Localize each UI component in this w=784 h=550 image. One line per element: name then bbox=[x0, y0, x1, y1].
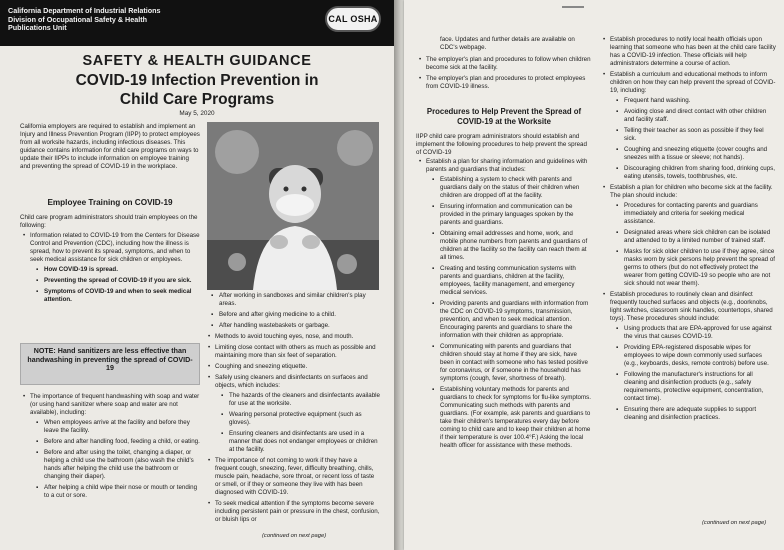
list-subitem: ▪ Preventing the spread of COVID-19 if you are sick. bbox=[44, 277, 200, 285]
list-item bbox=[215, 374, 380, 454]
list-subitem: ▪ Ensuring information and communication can be provided in the primary languages spoken by the parents and guardians. bbox=[440, 203, 592, 227]
list-subitem: ▪ Using products that are EPA-approved for use against the virus that causes COVID-19. bbox=[624, 325, 776, 341]
list-subitem: ▪ How COVID-19 is spread. bbox=[44, 266, 200, 274]
list-subitem: ▪ Discouraging children from sharing food, drinking cups, eating utensils, towels, toothbrushes, etc. bbox=[624, 165, 776, 181]
list-item-text: Information related to COVID-19 from the Centers for Disease Control and Prevention (CDC), including how the illness is spread, how to prevent its spread, symptoms, and when to seek medical assistance for sick children or employees. bbox=[30, 232, 200, 263]
list-item-text: Establish procedures to routinely clean and disinfect frequently touched surfaces and objects (e.g., doorknobs, light switches, classroom sink handles, countertops, shared toys). These procedures should include: bbox=[610, 291, 773, 322]
list-item-text: Establish a plan for sharing information and guidelines with parents and guardians that includes: bbox=[426, 158, 588, 173]
list-item: • Limiting close contact with others as much as possible and maintaining more than six feet of separation. bbox=[215, 344, 380, 360]
list-item: • Coughing and sneezing etiquette. bbox=[215, 363, 380, 371]
page-mark bbox=[562, 6, 584, 8]
list-item bbox=[30, 232, 200, 304]
list-item-text: Safely using cleaners and disinfectants on surfaces and objects, which includes: bbox=[215, 374, 368, 389]
document-title: COVID-19 Infection Prevention in bbox=[75, 72, 319, 89]
list-subitem: ▪ Procedures for contacting parents and guardians immediately and criteria for seeking medical assistance. bbox=[624, 202, 776, 226]
list-subitem: ▪ After working in sandboxes and similar children's play areas. bbox=[219, 292, 380, 308]
document-title-line2: Child Care Programs bbox=[119, 91, 275, 108]
list-subitem: ▪ Avoiding close and direct contact with other children and facility staff. bbox=[624, 108, 776, 124]
list-subitem: ▪ Before and after using the toilet, changing a diaper, or helping a child use the bathroom (also wash the child's hands after helping the child use the bathroom or changing their diaper). bbox=[44, 449, 200, 481]
list-item: • The employer's plan and procedures to protect employees from COVID-19 illness. bbox=[426, 75, 592, 91]
training-list bbox=[20, 232, 200, 307]
list-subitem: ▪ Ensuring there are adequate supplies to support cleaning and disinfection practices. bbox=[624, 406, 776, 422]
list-subitem: ▪ Communicating with parents and guardians that children should stay at home if they are sick, have been in contact with someone who has tested positive for coronavirus, or if someone in the household has symptoms (cough, fever, shortness of breath). bbox=[440, 343, 592, 383]
procedures-lead: IIPP child care program administrators should establish and implement the following procedures to help prevent the spread of COVID-19 bbox=[416, 133, 587, 156]
procedures-list-right bbox=[600, 36, 776, 425]
book-gutter bbox=[394, 0, 404, 550]
list-item: • The employer's plan and procedures to follow when children become sick at the facility. bbox=[426, 56, 592, 72]
child-with-mask-illustration bbox=[207, 122, 379, 290]
list-item-text: Establish a curriculum and educational methods to inform children on how they can help prevent the spread of COVID-19, including: bbox=[610, 71, 776, 94]
list-subitem: ▪ Telling their teacher as soon as possible if they feel sick. bbox=[624, 127, 776, 143]
agency-name bbox=[8, 7, 161, 33]
list-subitem: ▪ Wearing personal protective equipment (such as gloves). bbox=[229, 411, 380, 427]
parent-plan-list bbox=[416, 158, 592, 453]
list-item bbox=[30, 393, 200, 500]
section-heading-procedures: Procedures to Help Prevent the Spread of COVID-19 at the Worksite bbox=[426, 107, 582, 126]
document-kicker: SAFETY & HEALTH GUIDANCE bbox=[82, 53, 312, 69]
carried-text: face. Updates and further details are available on CDC's webpage. bbox=[440, 36, 575, 51]
list-subitem: ▪ Designated areas where sick children can be isolated and attended to by a limited number of trained staff. bbox=[624, 229, 776, 245]
list-subitem: ▪ Providing EPA-registered disposable wipes for employees to wipe down commonly used surfaces (e.g., keyboards, desks, remote controls) before use. bbox=[624, 344, 776, 368]
agency-line: California Department of Industrial Relations bbox=[8, 6, 161, 15]
document-date: May 5, 2020 bbox=[179, 110, 215, 117]
list-subitem: ▪ Frequent hand washing. bbox=[624, 97, 776, 105]
list-subitem: ▪ Symptoms of COVID-19 and when to seek medical attention. bbox=[44, 288, 200, 304]
cal-osha-logo: CAL OSHA bbox=[325, 6, 381, 32]
list-subitem: ▪ The hazards of the cleaners and disinfectants available for use at the worksite. bbox=[229, 392, 380, 408]
list-subitem: ▪ After handling wastebaskets or garbage. bbox=[219, 322, 380, 330]
handwashing-list bbox=[20, 393, 200, 503]
list-item bbox=[610, 184, 776, 288]
list-subitem: ▪ Coughing and sneezing etiquette (cover coughs and sneezes with a tissue or sleeve; not hands). bbox=[624, 146, 776, 162]
list-item bbox=[426, 158, 592, 450]
list-item: • To seek medical attention if the symptoms become severe including persistent pain or pressure in the chest, confusion, or bluish lips or bbox=[215, 500, 380, 524]
list-subitem: ▪ Before and after handling food, feeding a child, or eating. bbox=[44, 438, 200, 446]
list-item bbox=[610, 71, 776, 181]
list-item: • The importance of not coming to work if they have a frequent cough, sneezing, fever, difficulty breathing, chills, muscle pain, headache, sore throat, or recent loss of taste or smell, or if they or someone they live with has been diagnosed with COVID-19. bbox=[215, 457, 380, 497]
list-subitem: ▪ Masks for sick older children to use if they agree, since masks worn by sick persons help prevent the spread of germs to others (but do not effectively protect the wearer from getting COVID-19 so people who are not sick should not wear them). bbox=[624, 248, 776, 288]
list-subitem: ▪ When employees arrive at the facility and before they leave the facility. bbox=[44, 419, 200, 435]
list-subitem: ▪ Following the manufacturer's instructions for all cleaning and disinfection products (e.g., safety requirements, protective equipment, concentration, contact time). bbox=[624, 371, 776, 403]
list-item: • Establish procedures to notify local health officials upon learning that someone who has been at the child care facility has a COVID-19 infection. These officials will help administrators determine a course of action. bbox=[610, 36, 776, 68]
list-subitem: ▪ Ensuring cleaners and disinfectants are used in a manner that does not endanger employees or children at the facility. bbox=[229, 430, 380, 454]
list-subitem: ▪ Obtaining email addresses and home, work, and mobile phone numbers from parents and guardians of children at the facility so the facility can reach them at all times. bbox=[440, 230, 592, 262]
list-item: • Methods to avoid touching eyes, nose, and mouth. bbox=[215, 333, 380, 341]
list-subitem: ▪ Creating and testing communication systems with parents and guardians, children at the facility, employees, facility management, and emergency medical services. bbox=[440, 265, 592, 297]
agency-header-bar bbox=[0, 0, 394, 46]
list-subitem: ▪ Providing parents and guardians with information from the CDC on COVID-19 symptoms, transmission, prevention, and when to seek medical attention. Encouraging parents and guardians to share the information with their children as appropriate. bbox=[440, 300, 592, 340]
hand-sanitizer-note: NOTE: Hand sanitizers are less effective than handwashing in preventing the spread of COVID-19 bbox=[20, 343, 200, 385]
continued-note: (continued on next page) bbox=[702, 520, 767, 526]
section-heading-training: Employee Training on COVID-19 bbox=[47, 198, 173, 207]
list-item bbox=[610, 291, 776, 422]
training-lead: Child care program administrators should train employees on the following: bbox=[20, 214, 198, 229]
list-subitem: ▪ After helping a child wipe their nose or mouth or tending to a cut or sore. bbox=[44, 484, 200, 500]
list-subitem: ▪ Establishing voluntary methods for parents and guardians to check for symptoms for flu-like symptoms. Communicating such methods with parents and guardians. (For example, ask parents and guardians to take their children's temperatures every day before coming to child care and to keep their children at home if their temperature is over 100.4°F.) Asking the local health officer for assistance with these methods. bbox=[440, 386, 592, 450]
agency-line: Publications Unit bbox=[8, 23, 67, 33]
training-list-end bbox=[416, 36, 592, 94]
training-list-continued bbox=[205, 292, 380, 527]
list-item-text: The importance of frequent handwashing with soap and water (or using hand sanitizer where soap and water are not available), including: bbox=[30, 393, 200, 416]
child-care-photo bbox=[207, 122, 379, 290]
agency-line: Division of Occupational Safety & Health bbox=[8, 14, 147, 24]
page-right bbox=[404, 0, 784, 550]
list-subitem: ▪ Establishing a system to check with parents and guardians daily on the status of their children when children are dropped off at the facility. bbox=[440, 176, 592, 200]
list-item-text: Establish a plan for children who become sick at the facility. The plan should include: bbox=[610, 184, 773, 199]
continued-note: (continued on next page) bbox=[262, 533, 327, 539]
list-subitem: ▪ Before and after giving medicine to a child. bbox=[219, 311, 380, 319]
intro-paragraph: California employers are required to establish and implement an Injury and Illness Prevention Program (IIPP) to protect employees from all worksite hazards, including infectious diseases. This guidance contains information for child care programs on ways to update their IIPPs to include information on employee training and preventing the spread of COVID-19 in the workplace. bbox=[20, 123, 200, 170]
